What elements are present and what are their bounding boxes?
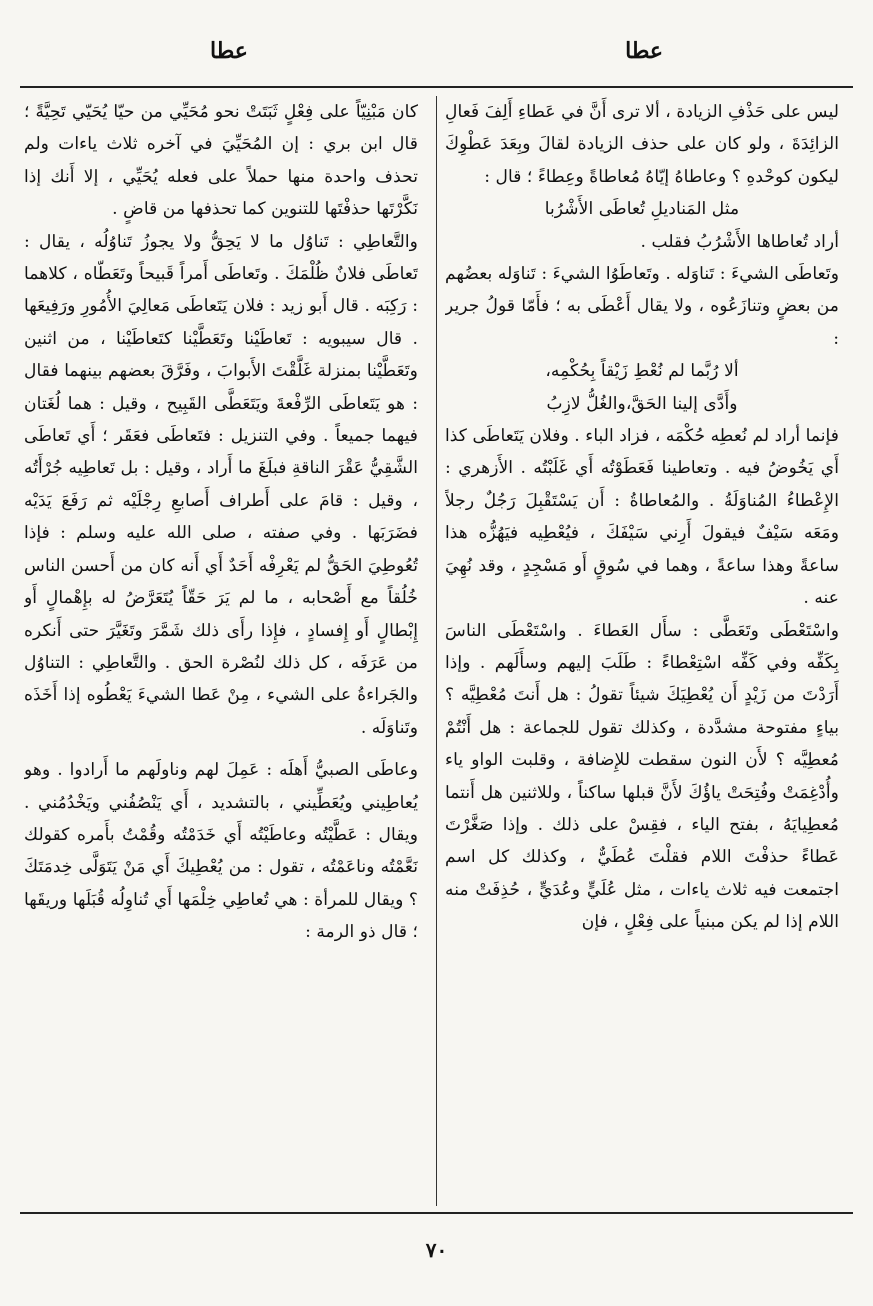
right-column — [445, 96, 839, 1202]
verse-line: وأَدَّى إلينا الحَقَّ،والغُلُّ لازِبُ — [546, 393, 738, 414]
paragraph: فإنما أراد لم نُعطِه حُكْمَه ، فزاد الباء . وفلان يَتَعاطَى كذا أَي يَخُوضُ فيه . وتعاطينا فَعَطَوْتُه أَي غَلَبْتُه . الأَزهري : الإِعْطاءُ المُناوَلَةُ . والمُعاطاةُ : أَن يَسْتَقْبِلَ رَجُلٌ رجلاً ومَعَه سَيْفٌ فيقولَ أَرِني سَيْفَكَ ، فيُعْطِيه فيَهُزُّه هذا ساعةً وهذا ساعةً ، وهما في سُوقٍ أَو مَسْجِدٍ ، وقد نُهِيَ عنه . — [445, 426, 839, 609]
left-column — [24, 96, 418, 1202]
headword-right: عطا — [625, 38, 663, 64]
paragraph-gap — [24, 744, 418, 754]
paragraph: وعاطَى الصبيُّ أَهلَه : عَمِلَ لهم وناولَهم ما أَرادوا . وهو يُعاطِيني ويُعَطِّيني ، بالتشديد ، أَي يَنْصُفُني ويَخْدُمُني . ويقال : عَطَّيْتُه وعاطَيْتُه أَي خَدَمْتُه وقُمْتُ بأَمره كقولك نَعَّمْتُه وناعَمْتُه ، تقول : من يُعْطِيكَ أَي مَنْ يَتَوَلَّى خِدمَتَكَ ؟ ويقال للمرأة : هي تُعاطِي خِلْمَها أَي تُناوِلُه قُبَلَها وريقَها ؛ قال ذو الرمة : — [24, 760, 418, 943]
verse-line: ألا رُبَّما لم نُعْطِ زَيْقاً بِحُكْمِه، — [545, 361, 739, 382]
paragraph: والتَّعاطِي : تَناوُل ما لا يَحِقُّ ولا يجوزُ تَناوُلُه ، يقال : تَعاطَى فلانٌ ظُلْمَكَ . وتَعاطَى أَمراً قَبيحاً وتَعَطّاه ، كلاهما : رَكِبَه . قال أَبو زيد : فلان يَتَعاطَى مَعالِيَ الأُمُورِ ورَفِيعَها . قال سيبويه : تَعاطَيْنا وتَعَطَّيْنا كتَعاطَيْنا ، من اثنين وتَعَطَّيْنا بمنزلة غَلَّقْتَ الأَبوابَ ، وفَرَّقَ بعضهم بينهما فقال : هو يَتَعاطَى الرِّفْعةَ ويَتَعَطَّى القَبِيح ، وقيل : هما لُغَتان فيهما جميعاً . وفي التنزيل : فتَعاطَى فعَقَر ؛ أَي تَعاطَى الشَّقِيُّ عَقْرَ الناقةِ فبلَغَ ما أَراد ، وقيل : بل تَعاطِيه جُرْأَتُه ، وقيل : قامَ على أَطراف أَصابعِ رِجْلَيْه ثم رَفَعَ يَدَيْه فضَرَبَها . وفي صفته ، صلى الله عليه وسلم : فإذا تُعُوطِيَ الحَقُّ لم يَعْرِفْه أَحَدٌ أَي أَنه كان من أَحسن الناس خُلُقاً مع أَصْحابه ، ما لم يَرَ حَقّاً يُتَعَرَّضُ له بإِهْمالٍ أَو إِبْطالٍ أَو إِفسادٍ ، فإِذا رأَى ذلك شَمَّرَ وتَغَيَّرَ حتى أَنكره من عَرَفَه ، كل ذلك لنُصْرة الحق . والتَّعاطِي : التناوُل والجَراءةُ على الشيء ، مِنْ عَطا الشيءَ يَعْطُوه إذا أَخَذَه وتَناوَلَه . — [24, 231, 418, 738]
paragraph: أراد تُعاطاها الأَشْرُبُ فقلب . — [640, 231, 839, 252]
paragraph: ليس على حَذْفِ الزيادة ، ألا ترى أَنَّ في عَطاءِ أَلِفَ فَعالِ الزائِدَةَ ، ولو كان على حذف الزيادة لقالَ وبِعَدَ عَطْوِكَ ليكون كوحْدهِ ؟ وعاطاهُ إيّاهُ مُعاطاةً وعِطاءً ؛ قال : — [445, 102, 839, 187]
column-divider — [436, 96, 437, 1206]
paragraph: كان مَبْنِيّاً على فِعْلٍ ثَبَتَتْ نحو مُحَيِّي من حيّا يُحَيّي تَحِيَّةً ؛ قال ابن بري : إن المُحَيِّيَ في آخره ثلاث ياءات ولم تحذف واحدة منها حملاً على فعله يُحَيِّي ، إلا أَنك إذا نَكَّرْتَها حذفْتَها للتنوين كما تحذفها من قاضٍ . — [24, 102, 418, 220]
top-rule — [20, 86, 853, 88]
headword-left: عطا — [210, 38, 248, 64]
verse-line: مثل المَناديلِ تُعاطَى الأَشْرُبا — [544, 199, 740, 220]
page-number: ٧٠ — [425, 1238, 448, 1262]
paragraph: وتَعاطَى الشيءَ : تَناوَله . وتَعاطَوُا الشيءَ : تَناوَله بعضُهم من بعضٍ وتنازَعُوه ، ولا يقال أَعْطَى به ؛ فأَمّا قولُ جرير : — [445, 264, 839, 349]
bottom-rule — [20, 1212, 853, 1214]
page-header — [60, 38, 813, 78]
paragraph: واسْتَعْطَى وتَعَطَّى : سأَل العَطاءَ . واسْتَعْطَى الناسَ بِكَفِّه وفي كَفِّه اسْتِعْطاءً : طَلَبَ إليهم وسأَلَهم . وإذا أَرَدْتَ من زَيْدٍ أَن يُعْطِيَكَ شيئاً تقولُ : هل أَنتَ مُعْطِيَّه ؟ بياءٍ مفتوحة مشدَّدة ، وكذلك تقول للجماعة : هل أَنْتُمْ مُعطِيَّه ؟ لأَن النون سقطت للإِضافة ، وقلبت الواو ياء وأُدْغِمَتْ وفُتِحَتْ ياؤُكَ لأَنَّ قبلها ساكناً ، وللاثنين هل أَنتما مُعطِيايَهُ ، بفتح الياء ، فقِسْ على ذلك . وإذا صَغَّرْتَ عَطاءً حذفْتَ اللام فقلْتَ عُطَيٌّ ، وكذلك كل اسم اجتمعت فيه ثلاث ياءات ، مثل عُلَيٍّ وعُدَيٍّ ، حُذِفَتْ منه اللام إذا لم يكن مبنياً على فِعْلٍ ، فإن — [445, 620, 839, 933]
